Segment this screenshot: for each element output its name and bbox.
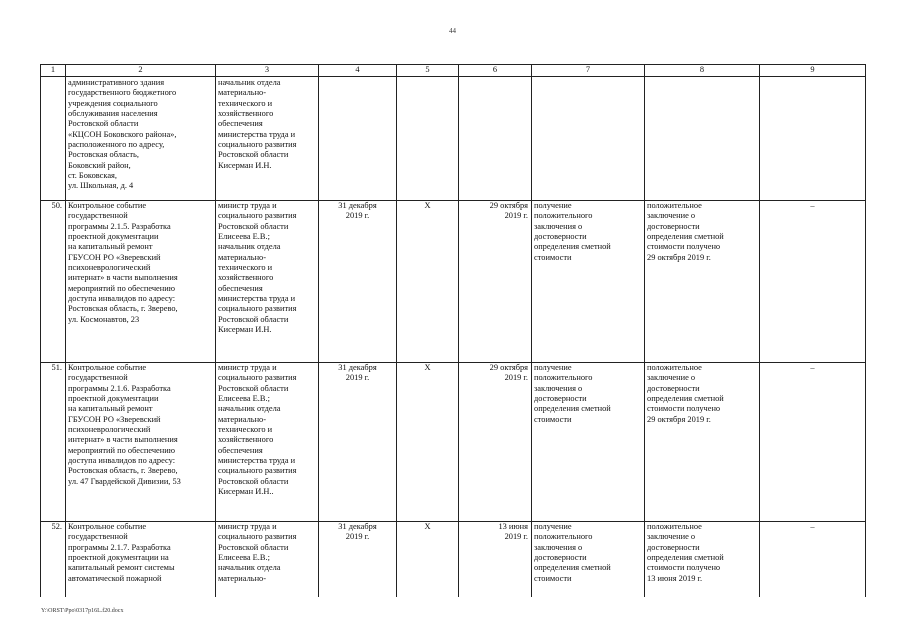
table-cell (41, 77, 66, 201)
planned-date-cell: 31 декабря 2019 г. (319, 522, 397, 597)
responsible-cell: министр труда и социального развития Ростовской области Елисеева Е.В.; начальник отдела материально- технического и хозяйственного обеспечения министерства труда и социального развития Ростовской области Кисерман И.Н. (216, 201, 319, 363)
note-cell: – (760, 363, 866, 522)
event-name-cell: административного здания государственного бюджетного учреждения социального обслуживания населения Ростовской области «КЦСОН Боковского района», расположенного по адресу, Ростовская область, Боковский район, ст. Боковская, ул. Школьная, д. 4 (66, 77, 216, 201)
column-header: 6 (459, 65, 532, 77)
note-cell: – (760, 201, 866, 363)
note-cell: – (760, 522, 866, 597)
column-header: 8 (645, 65, 760, 77)
table-row (41, 363, 866, 522)
page-number: 44 (449, 27, 456, 35)
planned-result-cell: получение положительного заключения о достоверности определения сметной стоимости (532, 363, 645, 522)
responsible-cell: начальник отдела материально- технического и хозяйственного обеспечения министерства труда и социального развития Ростовской области Кисерман И.Н. (216, 77, 319, 201)
col5-cell: Х (397, 201, 459, 363)
table-cell (397, 77, 459, 201)
col5-cell: Х (397, 363, 459, 522)
responsible-cell: министр труда и социального развития Ростовской области Елисеева Е.В.; начальник отдела материально- (216, 522, 319, 597)
planned-date-cell: 31 декабря 2019 г. (319, 201, 397, 363)
actual-date-cell: 29 октября 2019 г. (459, 363, 532, 522)
actual-date-cell: 29 октября 2019 г. (459, 201, 532, 363)
column-header: 2 (66, 65, 216, 77)
table-cell (645, 77, 760, 201)
actual-date-cell: 13 июня 2019 г. (459, 522, 532, 597)
responsible-cell: министр труда и социального развития Ростовской области Елисеева Е.В.; начальник отдела материально- технического и хозяйственного обеспечения министерства труда и социального развития Ростовской области Кисерман И.Н.. (216, 363, 319, 522)
file-path-footer: Y:\ORST\Ppo\0317p16L.f20.docx (41, 608, 124, 614)
actual-result-cell: положительное заключение о достоверности определения сметной стоимости получено 29 октября 2019 г. (645, 201, 760, 363)
column-header: 1 (41, 65, 66, 77)
table-cell (459, 77, 532, 201)
actual-result-cell: положительное заключение о достоверности определения сметной стоимости получено 13 июня 2019 г. (645, 522, 760, 597)
control-events-table (40, 64, 866, 597)
table-row-continuation (41, 77, 866, 201)
header-row (41, 65, 866, 77)
planned-result-cell: получение положительного заключения о достоверности определения сметной стоимости (532, 201, 645, 363)
planned-date-cell: 31 декабря 2019 г. (319, 363, 397, 522)
table-row (41, 201, 866, 363)
table-row (41, 522, 866, 597)
table-cell (760, 77, 866, 201)
column-header: 4 (319, 65, 397, 77)
table-cell (532, 77, 645, 201)
actual-result-cell: положительное заключение о достоверности определения сметной стоимости получено 29 октября 2019 г. (645, 363, 760, 522)
column-header: 7 (532, 65, 645, 77)
column-header: 5 (397, 65, 459, 77)
event-name-cell: Контрольное событие государственной программы 2.1.7. Разработка проектной документации на капитальный ремонт системы автоматической пожарной (66, 522, 216, 597)
row-number-cell: 52. (41, 522, 66, 597)
column-header: 3 (216, 65, 319, 77)
col5-cell: Х (397, 522, 459, 597)
table-cell (319, 77, 397, 201)
row-number-cell: 51. (41, 363, 66, 522)
row-number-cell: 50. (41, 201, 66, 363)
planned-result-cell: получение положительного заключения о достоверности определения сметной стоимости (532, 522, 645, 597)
event-name-cell: Контрольное событие государственной программы 2.1.6. Разработка проектной документации на капитальный ремонт ГБУСОН РО «Зверевский психоневрологический интернат» в части выполнения мероприятий по обеспечению доступа инвалидов по адресу: Ростовская область, г. Зверево, ул. 47 Гвардейской Дивизии, 53 (66, 363, 216, 522)
event-name-cell: Контрольное событие государственной программы 2.1.5. Разработка проектной документации на капитальный ремонт ГБУСОН РО «Зверевский психоневрологический интернат» в части выполнения мероприятий по обеспечению доступа инвалидов по адресу: Ростовская область, г. Зверево, ул. Космонавтов, 23 (66, 201, 216, 363)
column-header: 9 (760, 65, 866, 77)
